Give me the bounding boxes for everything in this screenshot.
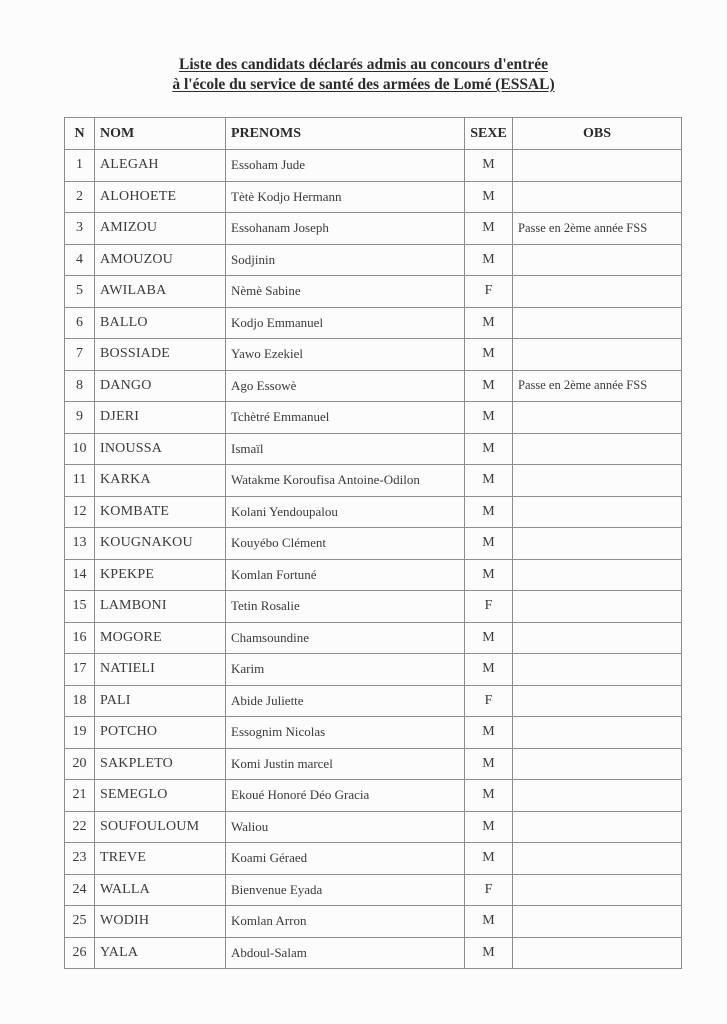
cell-n: 14 xyxy=(65,559,95,591)
cell-prenoms: Komi Justin marcel xyxy=(226,748,465,780)
table-header-row xyxy=(65,118,682,150)
cell-obs xyxy=(513,496,682,528)
cell-nom: DJERI xyxy=(95,402,226,434)
cell-sexe: M xyxy=(465,717,513,749)
table-row xyxy=(65,874,682,906)
cell-n: 11 xyxy=(65,465,95,497)
cell-sexe: M xyxy=(465,496,513,528)
table-row xyxy=(65,181,682,213)
cell-obs xyxy=(513,465,682,497)
cell-obs xyxy=(513,717,682,749)
cell-obs xyxy=(513,591,682,623)
cell-nom: BALLO xyxy=(95,307,226,339)
table-row xyxy=(65,717,682,749)
cell-nom: KARKA xyxy=(95,465,226,497)
cell-nom: AMOUZOU xyxy=(95,244,226,276)
cell-prenoms: Kodjo Emmanuel xyxy=(226,307,465,339)
cell-n: 9 xyxy=(65,402,95,434)
cell-obs xyxy=(513,307,682,339)
cell-prenoms: Ago Essowè xyxy=(226,370,465,402)
header-nom: NOM xyxy=(95,118,226,150)
table-row xyxy=(65,370,682,402)
cell-prenoms: Kolani Yendoupalou xyxy=(226,496,465,528)
table-body xyxy=(65,150,682,969)
cell-n: 18 xyxy=(65,685,95,717)
cell-obs xyxy=(513,339,682,371)
cell-n: 5 xyxy=(65,276,95,308)
header-prenoms: PRENOMS xyxy=(226,118,465,150)
cell-prenoms: Kouyébo Clément xyxy=(226,528,465,560)
title-line-2: à l'école du service de santé des armées de Lomé (ESSAL) xyxy=(172,76,555,93)
cell-prenoms: Tètè Kodjo Hermann xyxy=(226,181,465,213)
cell-prenoms: Ismaïl xyxy=(226,433,465,465)
cell-prenoms: Ekoué Honoré Déo Gracia xyxy=(226,780,465,812)
cell-n: 13 xyxy=(65,528,95,560)
cell-obs xyxy=(513,433,682,465)
cell-nom: WALLA xyxy=(95,874,226,906)
table-row xyxy=(65,150,682,182)
cell-sexe: M xyxy=(465,843,513,875)
cell-n: 3 xyxy=(65,213,95,245)
cell-obs xyxy=(513,654,682,686)
cell-obs xyxy=(513,843,682,875)
table-row xyxy=(65,811,682,843)
cell-prenoms: Watakme Koroufisa Antoine-Odilon xyxy=(226,465,465,497)
cell-nom: ALOHOETE xyxy=(95,181,226,213)
table-row xyxy=(65,685,682,717)
cell-nom: NATIELI xyxy=(95,654,226,686)
cell-sexe: M xyxy=(465,181,513,213)
table-row xyxy=(65,244,682,276)
cell-nom: ALEGAH xyxy=(95,150,226,182)
cell-n: 6 xyxy=(65,307,95,339)
header-sexe: SEXE xyxy=(465,118,513,150)
cell-sexe: M xyxy=(465,748,513,780)
cell-obs xyxy=(513,402,682,434)
cell-prenoms: Bienvenue Eyada xyxy=(226,874,465,906)
cell-nom: TREVE xyxy=(95,843,226,875)
cell-prenoms: Waliou xyxy=(226,811,465,843)
table-row xyxy=(65,937,682,969)
cell-n: 24 xyxy=(65,874,95,906)
cell-sexe: F xyxy=(465,591,513,623)
cell-nom: BOSSIADE xyxy=(95,339,226,371)
cell-obs xyxy=(513,780,682,812)
cell-prenoms: Karim xyxy=(226,654,465,686)
cell-sexe: M xyxy=(465,465,513,497)
cell-obs xyxy=(513,244,682,276)
cell-obs xyxy=(513,811,682,843)
cell-n: 10 xyxy=(65,433,95,465)
table-row xyxy=(65,528,682,560)
cell-n: 1 xyxy=(65,150,95,182)
cell-obs xyxy=(513,874,682,906)
table-row xyxy=(65,433,682,465)
table-row xyxy=(65,622,682,654)
cell-obs xyxy=(513,937,682,969)
cell-prenoms: Abide Juliette xyxy=(226,685,465,717)
table-row xyxy=(65,465,682,497)
cell-sexe: M xyxy=(465,906,513,938)
table-row xyxy=(65,213,682,245)
candidates-table xyxy=(64,117,682,969)
cell-obs xyxy=(513,685,682,717)
cell-prenoms: Essohanam Joseph xyxy=(226,213,465,245)
header-n: N xyxy=(65,118,95,150)
table-row xyxy=(65,748,682,780)
cell-obs xyxy=(513,906,682,938)
cell-n: 2 xyxy=(65,181,95,213)
cell-obs xyxy=(513,559,682,591)
cell-nom: KPEKPE xyxy=(95,559,226,591)
table-row xyxy=(65,906,682,938)
cell-sexe: M xyxy=(465,370,513,402)
cell-sexe: F xyxy=(465,874,513,906)
table-row xyxy=(65,402,682,434)
cell-nom: DANGO xyxy=(95,370,226,402)
cell-sexe: M xyxy=(465,811,513,843)
cell-n: 25 xyxy=(65,906,95,938)
cell-nom: AWILABA xyxy=(95,276,226,308)
cell-nom: LAMBONI xyxy=(95,591,226,623)
cell-nom: YALA xyxy=(95,937,226,969)
cell-sexe: M xyxy=(465,213,513,245)
cell-n: 4 xyxy=(65,244,95,276)
header-obs: OBS xyxy=(513,118,682,150)
cell-nom: SEMEGLO xyxy=(95,780,226,812)
table-row xyxy=(65,780,682,812)
table-row xyxy=(65,591,682,623)
cell-nom: POTCHO xyxy=(95,717,226,749)
cell-n: 26 xyxy=(65,937,95,969)
cell-n: 17 xyxy=(65,654,95,686)
table-row xyxy=(65,339,682,371)
cell-nom: WODIH xyxy=(95,906,226,938)
cell-prenoms: Komlan Fortuné xyxy=(226,559,465,591)
table-row xyxy=(65,307,682,339)
cell-sexe: M xyxy=(465,433,513,465)
table-row xyxy=(65,654,682,686)
cell-prenoms: Essognim Nicolas xyxy=(226,717,465,749)
cell-n: 12 xyxy=(65,496,95,528)
cell-n: 7 xyxy=(65,339,95,371)
cell-prenoms: Nèmè Sabine xyxy=(226,276,465,308)
cell-sexe: M xyxy=(465,244,513,276)
cell-nom: MOGORE xyxy=(95,622,226,654)
cell-sexe: M xyxy=(465,402,513,434)
cell-sexe: M xyxy=(465,780,513,812)
cell-sexe: M xyxy=(465,339,513,371)
table-row xyxy=(65,559,682,591)
cell-prenoms: Sodjinin xyxy=(226,244,465,276)
cell-sexe: F xyxy=(465,685,513,717)
cell-prenoms: Tetin Rosalie xyxy=(226,591,465,623)
cell-nom: INOUSSA xyxy=(95,433,226,465)
cell-sexe: M xyxy=(465,559,513,591)
cell-sexe: M xyxy=(465,654,513,686)
cell-n: 16 xyxy=(65,622,95,654)
cell-n: 8 xyxy=(65,370,95,402)
cell-sexe: M xyxy=(465,150,513,182)
cell-prenoms: Tchètré Emmanuel xyxy=(226,402,465,434)
cell-sexe: M xyxy=(465,622,513,654)
cell-nom: AMIZOU xyxy=(95,213,226,245)
cell-obs: Passe en 2ème année FSS xyxy=(513,370,682,402)
cell-prenoms: Chamsoundine xyxy=(226,622,465,654)
cell-nom: KOUGNAKOU xyxy=(95,528,226,560)
table-row xyxy=(65,496,682,528)
table-row xyxy=(65,843,682,875)
cell-obs xyxy=(513,748,682,780)
cell-prenoms: Essoham Jude xyxy=(226,150,465,182)
cell-sexe: F xyxy=(465,276,513,308)
cell-obs xyxy=(513,276,682,308)
cell-nom: SOUFOULOUM xyxy=(95,811,226,843)
cell-prenoms: Abdoul-Salam xyxy=(226,937,465,969)
cell-n: 23 xyxy=(65,843,95,875)
cell-n: 20 xyxy=(65,748,95,780)
cell-n: 22 xyxy=(65,811,95,843)
cell-n: 19 xyxy=(65,717,95,749)
document-title xyxy=(0,55,727,95)
cell-prenoms: Koami Géraed xyxy=(226,843,465,875)
cell-obs: Passe en 2ème année FSS xyxy=(513,213,682,245)
cell-nom: KOMBATE xyxy=(95,496,226,528)
cell-obs xyxy=(513,528,682,560)
cell-sexe: M xyxy=(465,528,513,560)
cell-nom: PALI xyxy=(95,685,226,717)
cell-prenoms: Komlan Arron xyxy=(226,906,465,938)
cell-nom: SAKPLETO xyxy=(95,748,226,780)
cell-n: 15 xyxy=(65,591,95,623)
cell-n: 21 xyxy=(65,780,95,812)
cell-sexe: M xyxy=(465,307,513,339)
table-row xyxy=(65,276,682,308)
cell-sexe: M xyxy=(465,937,513,969)
cell-obs xyxy=(513,181,682,213)
title-line-1: Liste des candidats déclarés admis au concours d'entrée xyxy=(179,56,548,73)
cell-obs xyxy=(513,622,682,654)
cell-obs xyxy=(513,150,682,182)
cell-prenoms: Yawo Ezekiel xyxy=(226,339,465,371)
